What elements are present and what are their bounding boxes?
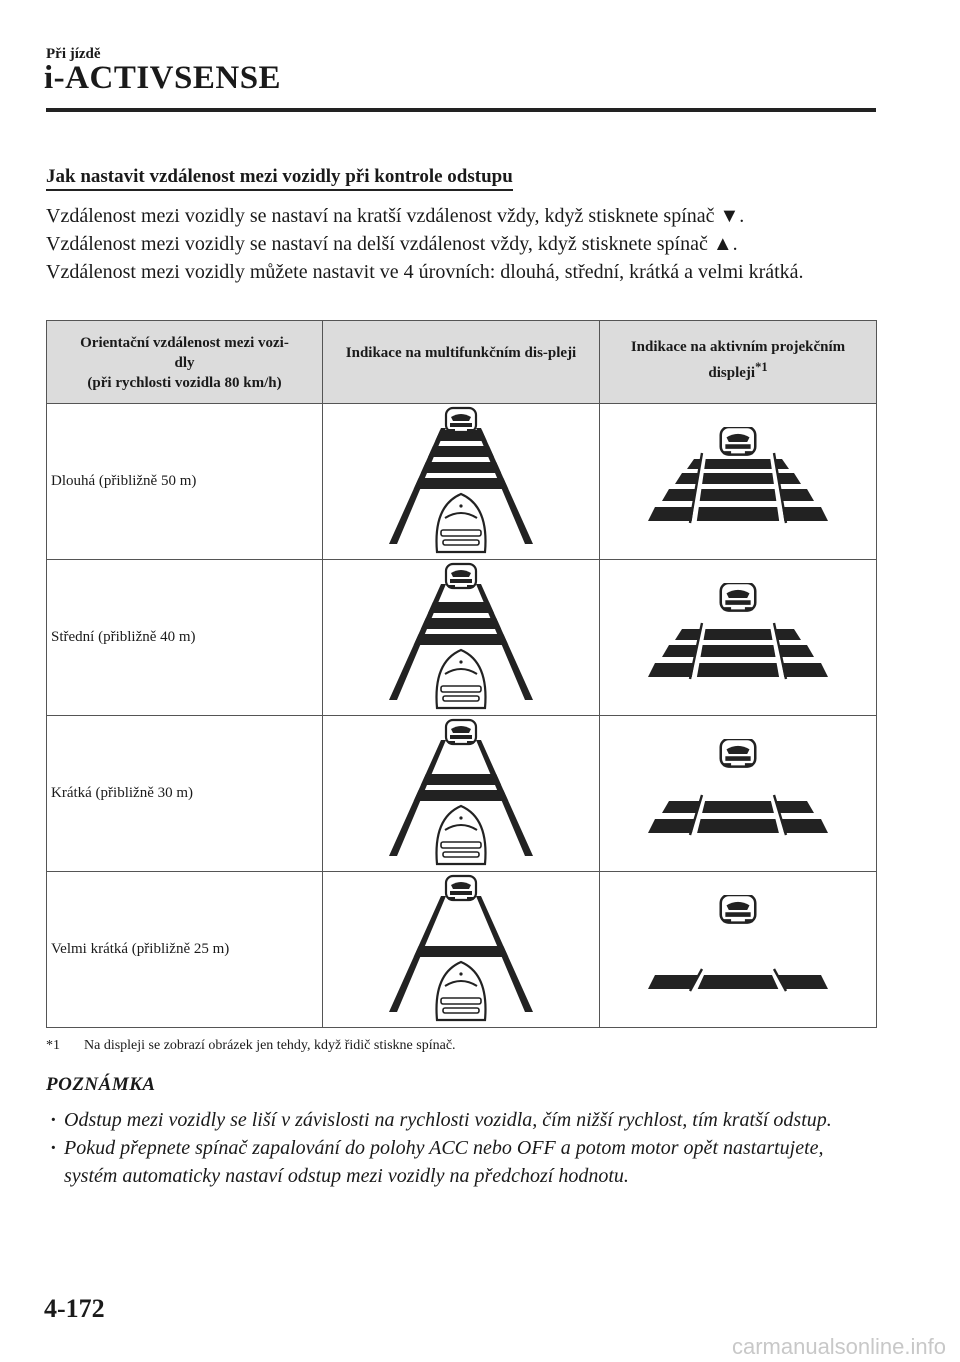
table-row: [47, 872, 877, 1028]
distance-bar-icon: [421, 462, 501, 473]
multifunction-display-graphic: [386, 718, 536, 870]
lead-car-icon: [446, 720, 476, 744]
distance-label: Velmi krátká (přibližně 25 m): [47, 872, 323, 1028]
distance-bar-icon: [648, 819, 828, 833]
lead-car-icon: [446, 564, 476, 588]
body-text: [46, 202, 866, 286]
body-paragraph: Vzdálenost mezi vozidly se nastaví na kratší vzdálenost vždy, když stisknete spínač ▼.: [46, 205, 745, 227]
hud-cell: [600, 560, 877, 716]
hud-graphic: [643, 895, 833, 1005]
distance-label: Dlouhá (přibližně 50 m): [47, 404, 323, 560]
table-row: [47, 404, 877, 560]
multifunction-display-cell: [323, 404, 600, 560]
multifunction-display-graphic: [386, 562, 536, 714]
footnote-ref: *1: [755, 360, 768, 374]
header-distance-line1: Orientační vzdálenost mezi vozi-: [80, 335, 289, 351]
lead-car-icon: [446, 408, 476, 432]
header-rule: [46, 108, 876, 112]
watermark: carmanualsonline.info: [731, 1334, 946, 1359]
distance-bar-icon: [414, 634, 509, 645]
distance-bar-icon: [414, 946, 509, 957]
own-car-icon: [437, 650, 486, 708]
own-car-icon: [437, 962, 486, 1020]
multifunction-display-cell: [323, 872, 600, 1028]
header-hud: [600, 321, 877, 404]
page-number: 4-172: [44, 1294, 105, 1323]
distance-label: Střední (přibližně 40 m): [47, 560, 323, 716]
header-distance: [47, 321, 323, 404]
own-car-icon: [437, 806, 486, 864]
distance-bar-icon: [648, 663, 828, 677]
own-car-icon: [437, 494, 486, 552]
multifunction-display-cell: [323, 716, 600, 872]
header-multifunction-text: Indikace na multifunkčním dis-pleji: [345, 345, 577, 361]
distance-table: [46, 320, 877, 1028]
hud-graphic: [643, 427, 833, 537]
subheading: Jak nastavit vzdálenost mezi vozidly při kontrole odstupu: [46, 166, 513, 191]
section-label: Při jízdě: [46, 46, 101, 62]
table-row: [47, 560, 877, 716]
table-row: [47, 716, 877, 872]
footnote: [46, 1038, 456, 1054]
table-header-row: [47, 321, 877, 404]
distance-bar-icon: [675, 629, 801, 640]
note-list: [46, 1106, 866, 1190]
distance-bar-icon: [675, 473, 801, 484]
distance-bar-icon: [421, 618, 501, 629]
distance-bar-icon: [414, 478, 509, 489]
distance-bar-icon: [662, 801, 814, 813]
note-item: · Odstup mezi vozidly se liší v závislosti na rychlosti vozidla, čím nižší rychlost, tím kratší odstup.: [46, 1106, 866, 1134]
footnote-text: Na displeji se zobrazí obrázek jen tehdy, když řidič stiskne spínač.: [84, 1038, 456, 1053]
header-hud-text: Indikace na aktivním projekčním displeji: [630, 339, 846, 381]
lead-car-icon: [446, 876, 476, 900]
lead-car-icon: [721, 427, 756, 455]
hud-graphic: [643, 739, 833, 849]
lead-car-icon: [721, 895, 756, 923]
distance-bar-icon: [662, 489, 814, 501]
distance-label: Krátká (přibližně 30 m): [47, 716, 323, 872]
footnote-mark: *1: [46, 1038, 60, 1053]
distance-bar-icon: [421, 774, 501, 785]
header-distance-line3: (při rychlosti vozidla 80 km/h): [87, 375, 282, 391]
note-heading: POZNÁMKA: [46, 1074, 156, 1095]
distance-bar-icon: [428, 446, 494, 457]
hud-cell: [600, 716, 877, 872]
distance-bar-icon: [428, 602, 494, 613]
lead-car-icon: [721, 739, 756, 767]
multifunction-display-cell: [323, 560, 600, 716]
distance-bar-icon: [414, 790, 509, 801]
section-title: i-ACTIVSENSE: [44, 60, 282, 96]
header-multifunction-display: [323, 321, 600, 404]
body-paragraph: Vzdálenost mezi vozidly můžete nastavit ve 4 úrovních: dlouhá, střední, krátká a velmi krátká.: [46, 261, 804, 283]
hud-cell: [600, 872, 877, 1028]
lead-car-icon: [721, 583, 756, 611]
multifunction-display-graphic: [386, 406, 536, 558]
distance-bar-icon: [662, 645, 814, 657]
multifunction-display-graphic: [386, 874, 536, 1026]
hud-graphic: [643, 583, 833, 693]
distance-bar-icon: [648, 975, 828, 989]
header-distance-line2: dly: [174, 355, 195, 371]
distance-bar-icon: [648, 507, 828, 521]
note-item: · Pokud přepnete spínač zapalování do polohy ACC nebo OFF a potom motor opět nastartujete, systém automaticky nastaví odstup mezi vozidly na předchozí hodnotu.: [46, 1134, 866, 1190]
body-paragraph: Vzdálenost mezi vozidly se nastaví na delší vzdálenost vždy, když stisknete spínač ▲.: [46, 233, 738, 255]
hud-cell: [600, 404, 877, 560]
